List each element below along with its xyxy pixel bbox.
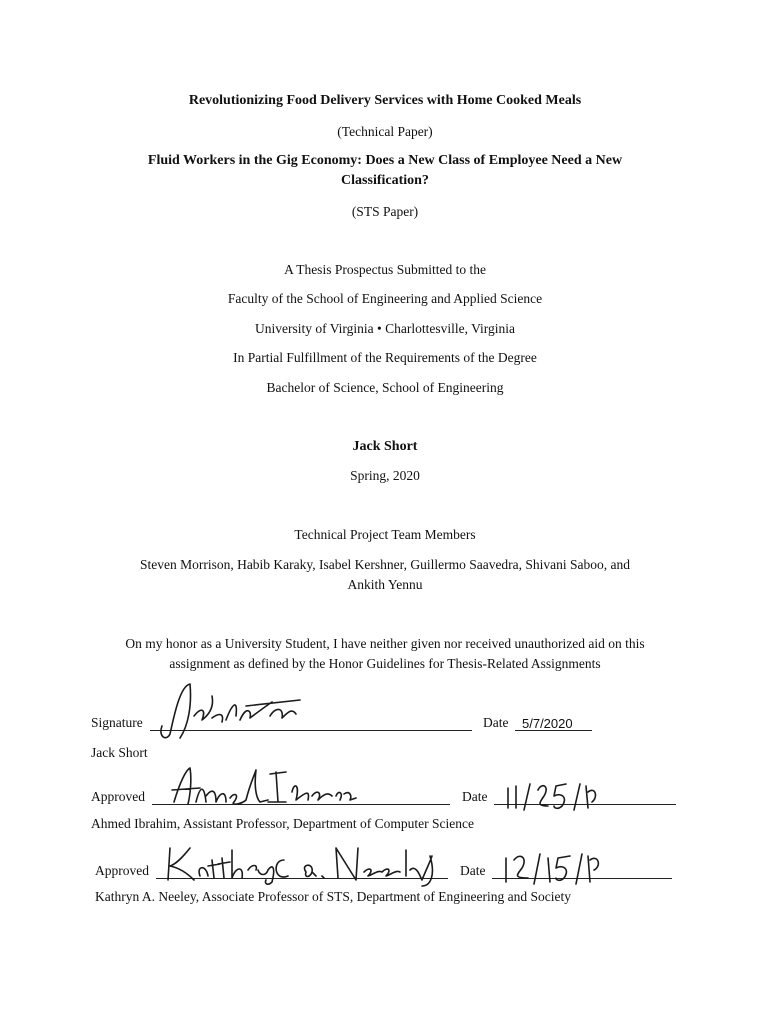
approval-2-label: Approved	[95, 863, 149, 878]
submission-line-2: Faculty of the School of Engineering and Applied Science	[227, 291, 543, 306]
submission-line-5: Bachelor of Science, School of Engineering	[266, 380, 504, 395]
team-heading: Technical Project Team Members	[294, 527, 476, 542]
sts-paper-label: (STS Paper)	[351, 204, 419, 219]
sts-paper-title-line2: Classification?	[341, 173, 429, 188]
approval-2-date-label: Date	[460, 863, 486, 878]
author-name: Jack Short	[352, 439, 418, 454]
approval-1-date-label: Date	[462, 789, 488, 804]
team-members-line1: Steven Morrison, Habib Karaky, Isabel Kershner, Guillermo Saavedra, Shivani Saboo, and	[139, 557, 631, 572]
submission-line-1: A Thesis Prospectus Submitted to the	[284, 262, 486, 277]
approval-2-approver: Kathryn A. Neeley, Associate Professor of STS, Department of Engineering and Society	[95, 889, 572, 904]
team-members-line2: Ankith Yennu	[347, 577, 423, 592]
signature-date-label: Date	[483, 715, 509, 730]
technical-paper-label: (Technical Paper)	[337, 124, 433, 139]
handwritten-signature-kathryn-neeley	[160, 836, 450, 888]
approval-1-approver: Ahmed Ibrahim, Assistant Professor, Department of Computer Science	[91, 816, 475, 831]
handwritten-signature-jack-short	[150, 676, 310, 746]
honor-pledge-line1: On my honor as a University Student, I have neither given nor received unauthorized aid on this	[125, 636, 645, 651]
handwritten-date-approval-2	[498, 846, 608, 886]
signature-date-value: 5/7/2020	[522, 716, 573, 731]
honor-pledge-line2: assignment as defined by the Honor Guidelines for Thesis-Related Assignments	[169, 656, 601, 671]
submission-line-3: University of Virginia • Charlottesville, Virginia	[254, 321, 516, 336]
handwritten-date-approval-1	[500, 776, 600, 812]
author-term: Spring, 2020	[350, 468, 420, 483]
approval-1-label: Approved	[91, 789, 145, 804]
signature-label: Signature	[91, 715, 143, 730]
technical-paper-title: Revolutionizing Food Delivery Services with Home Cooked Meals	[188, 93, 582, 108]
submission-line-4: In Partial Fulfillment of the Requirements of the Degree	[233, 350, 537, 365]
signer-name: Jack Short	[91, 745, 148, 760]
sts-paper-title-line1: Fluid Workers in the Gig Economy: Does a New Class of Employee Need a New	[147, 153, 623, 168]
handwritten-signature-ahmed-ibrahim	[160, 762, 360, 810]
